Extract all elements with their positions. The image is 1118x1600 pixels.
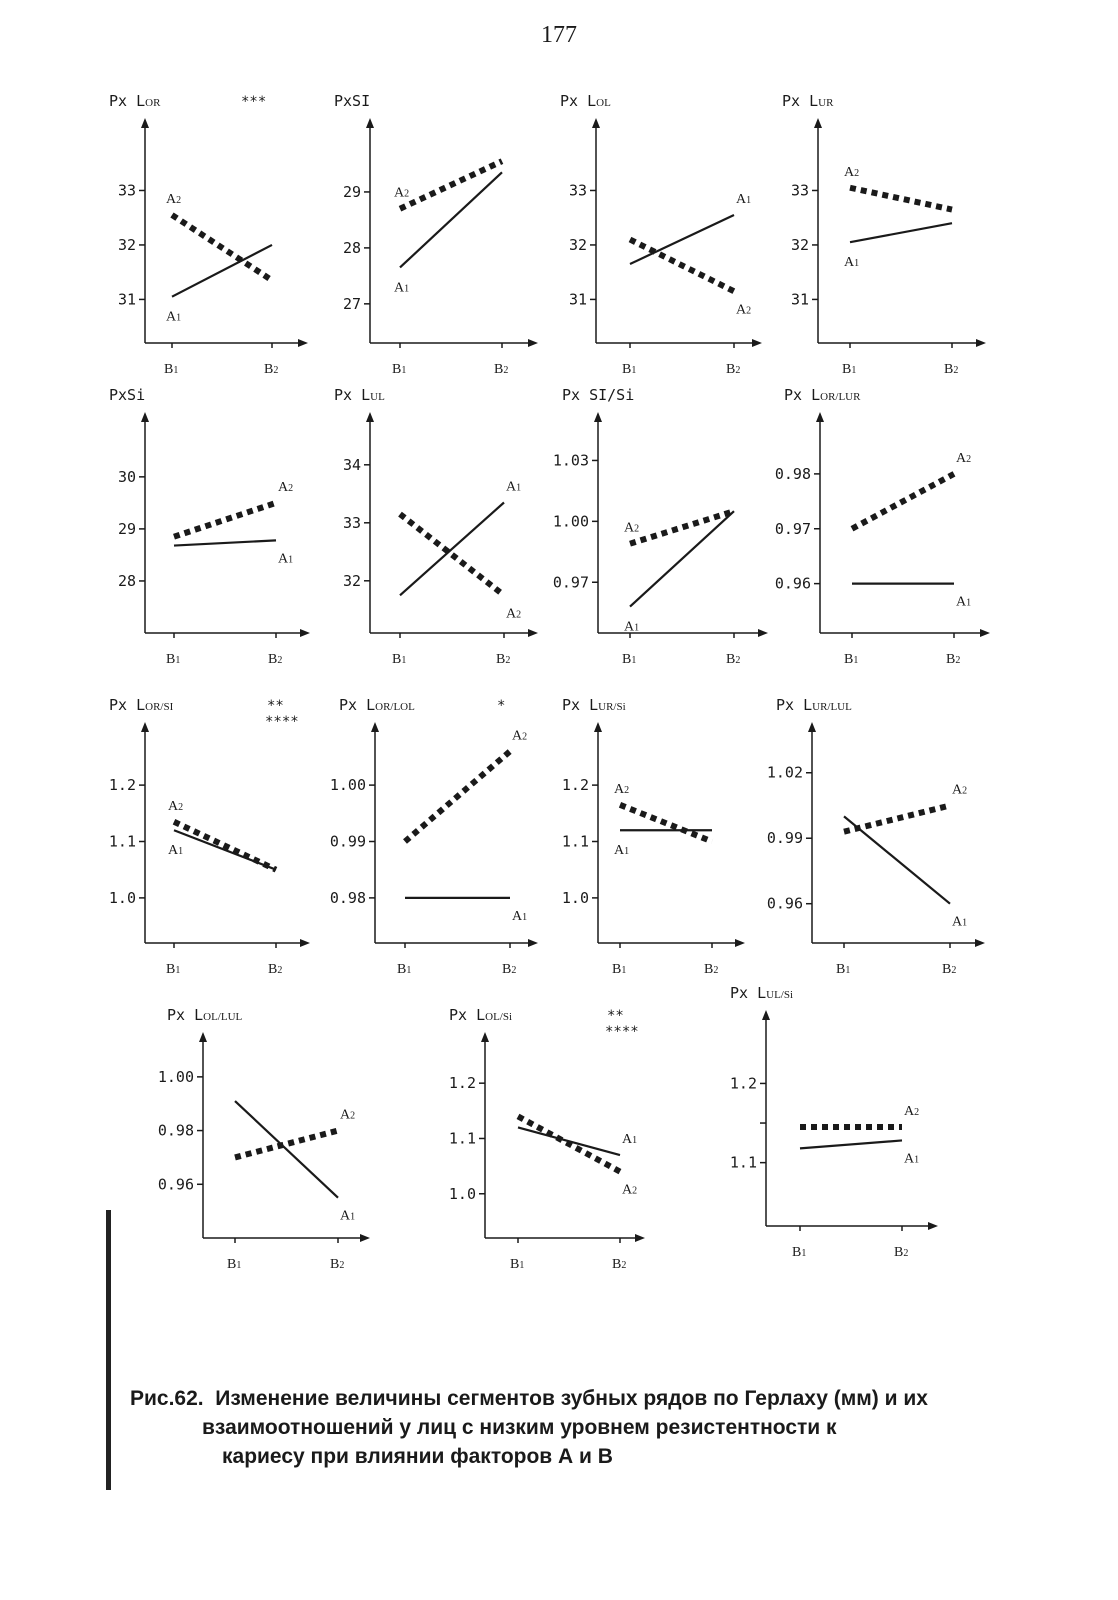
panel-title: Px LUL xyxy=(334,386,385,404)
y-tick-label: 30 xyxy=(117,467,136,486)
y-tick-label: 1.2 xyxy=(108,776,136,795)
x-tick-label: B1 xyxy=(166,962,181,977)
y-tick-label: 28 xyxy=(342,238,361,257)
caption-label: Рис.62. xyxy=(130,1387,204,1410)
x-tick-label: B1 xyxy=(842,362,857,377)
x-tick-label: B1 xyxy=(622,652,637,667)
series-line-A1 xyxy=(174,540,276,545)
y-axis-arrow xyxy=(592,118,600,128)
series-line-A1 xyxy=(850,223,952,242)
series-label-A2: A2 xyxy=(904,1104,920,1119)
y-axis-arrow xyxy=(808,722,816,732)
series-label-A2: A2 xyxy=(622,1182,638,1198)
series-label-A2: A2 xyxy=(952,782,968,798)
series-label-A1: A1 xyxy=(622,1132,638,1148)
series-line-A1 xyxy=(630,215,734,264)
series-label-A2: A2 xyxy=(506,606,522,622)
x-axis-arrow xyxy=(360,1234,370,1242)
series-label-A2: A2 xyxy=(166,191,182,207)
x-tick-label: B2 xyxy=(330,1257,345,1272)
page-number: 177 xyxy=(541,22,577,48)
y-axis-arrow xyxy=(762,1010,770,1020)
caption-line-3: кариесу при влиянии факторов А и В xyxy=(222,1445,613,1468)
y-tick-label: 1.00 xyxy=(157,1067,194,1086)
series-line-A1 xyxy=(235,1101,338,1198)
x-tick-label: B1 xyxy=(392,362,407,377)
series-label-A2: A2 xyxy=(614,781,630,797)
y-tick-label: 34 xyxy=(342,455,361,474)
panel-9 xyxy=(109,696,310,977)
y-tick-label: 31 xyxy=(790,290,809,309)
panel-title: Px LOL/Si xyxy=(449,1006,513,1024)
y-axis-arrow xyxy=(199,1032,207,1042)
y-tick-label: 33 xyxy=(342,513,361,532)
y-axis-arrow xyxy=(814,118,822,128)
panel-title: PxSI xyxy=(334,92,371,110)
series-line-A2 xyxy=(400,514,504,595)
x-tick-label: B2 xyxy=(726,652,741,667)
y-tick-label: 33 xyxy=(790,181,809,200)
y-axis-arrow xyxy=(481,1032,489,1042)
y-tick-label: 0.96 xyxy=(766,894,803,913)
panel-title: Px LUR xyxy=(782,92,834,110)
y-tick-label: 1.02 xyxy=(766,763,803,782)
panel-5 xyxy=(109,386,310,667)
series-label-A1: A1 xyxy=(278,551,294,567)
panel-12 xyxy=(767,696,985,977)
x-axis-arrow xyxy=(298,339,308,347)
x-axis-arrow xyxy=(980,629,990,637)
series-line-A2 xyxy=(620,805,712,842)
series-line-A2 xyxy=(405,751,510,841)
y-tick-label: 33 xyxy=(117,181,136,200)
y-tick-label: 0.98 xyxy=(157,1121,194,1140)
panel-title: Px LOL xyxy=(560,92,611,110)
figure-caption xyxy=(130,1384,1030,1471)
caption-text-1: Изменение величины сегментов зубных рядов по Герлаху (мм) и их xyxy=(215,1387,928,1410)
x-tick-label: B2 xyxy=(496,652,511,667)
y-tick-label: 0.98 xyxy=(329,888,366,907)
series-line-A2 xyxy=(235,1131,338,1158)
significance-stars: *** xyxy=(241,94,267,110)
x-axis-arrow xyxy=(528,939,538,947)
series-line-A1 xyxy=(174,830,276,869)
scan-edge-mark xyxy=(106,1210,111,1490)
panel-3 xyxy=(560,92,762,377)
y-axis-arrow xyxy=(141,412,149,422)
series-label-A1: A1 xyxy=(614,843,630,859)
y-axis-arrow xyxy=(366,412,374,422)
x-tick-label: B2 xyxy=(944,362,959,377)
x-tick-label: B2 xyxy=(268,652,283,667)
x-tick-label: B1 xyxy=(397,962,412,977)
panel-2 xyxy=(334,92,538,377)
y-tick-label: 1.03 xyxy=(552,451,589,470)
y-tick-label: 0.96 xyxy=(157,1175,194,1194)
panel-8 xyxy=(775,386,990,667)
x-axis-arrow xyxy=(300,939,310,947)
y-tick-label: 27 xyxy=(342,294,361,313)
series-label-A2: A2 xyxy=(394,185,410,201)
series-label-A2: A2 xyxy=(512,728,528,744)
x-tick-label: B2 xyxy=(612,1257,627,1272)
series-label-A1: A1 xyxy=(952,914,968,930)
series-line-A2 xyxy=(518,1116,620,1171)
y-axis-arrow xyxy=(366,118,374,128)
x-tick-label: B2 xyxy=(264,362,279,377)
y-axis-arrow xyxy=(141,722,149,732)
panel-13 xyxy=(158,1006,370,1272)
y-tick-label: 33 xyxy=(568,181,587,200)
series-line-A2 xyxy=(400,161,502,209)
x-axis-arrow xyxy=(635,1234,645,1242)
significance-stars: **** xyxy=(265,714,299,730)
y-tick-label: 31 xyxy=(117,290,136,309)
series-line-A2 xyxy=(630,511,734,543)
x-axis-arrow xyxy=(752,339,762,347)
y-tick-label: 29 xyxy=(117,519,136,538)
series-label-A2: A2 xyxy=(340,1107,356,1123)
y-tick-label: 32 xyxy=(117,235,136,254)
y-tick-label: 1.2 xyxy=(561,776,589,795)
series-label-A1: A1 xyxy=(736,191,752,207)
panel-title: PxSi xyxy=(109,386,146,404)
x-tick-label: B1 xyxy=(792,1245,807,1260)
y-tick-label: 0.98 xyxy=(774,464,811,483)
caption-line-2: взаимоотношений у лиц с низким уровнем резистентности к xyxy=(202,1416,837,1439)
panel-7 xyxy=(553,386,768,667)
x-tick-label: B2 xyxy=(946,652,961,667)
series-label-A2: A2 xyxy=(736,302,752,318)
panel-15 xyxy=(730,984,938,1260)
panel-11 xyxy=(562,696,745,977)
panel-1 xyxy=(109,92,308,377)
x-tick-label: B1 xyxy=(612,962,627,977)
x-tick-label: B2 xyxy=(942,962,957,977)
y-tick-label: 0.97 xyxy=(552,573,589,592)
y-tick-label: 1.2 xyxy=(448,1074,476,1093)
y-tick-label: 1.1 xyxy=(561,832,589,851)
x-tick-label: B2 xyxy=(726,362,741,377)
caption-line-1 xyxy=(130,1384,1030,1413)
x-tick-label: B2 xyxy=(268,962,283,977)
y-tick-label: 1.00 xyxy=(552,512,589,531)
y-tick-label: 32 xyxy=(568,235,587,254)
series-line-A2 xyxy=(850,188,952,210)
x-tick-label: B1 xyxy=(844,652,859,667)
y-tick-label: 0.99 xyxy=(766,829,803,848)
x-tick-label: B2 xyxy=(894,1245,909,1260)
y-tick-label: 1.1 xyxy=(108,832,136,851)
panel-14 xyxy=(449,1006,645,1272)
panel-title: Px LOR/SI xyxy=(109,696,174,714)
y-axis-arrow xyxy=(141,118,149,128)
panel-title: Px LOR/LOL xyxy=(339,696,415,714)
series-line-A2 xyxy=(630,240,734,292)
y-tick-label: 0.97 xyxy=(774,519,811,538)
y-axis-arrow xyxy=(594,412,602,422)
y-tick-label: 32 xyxy=(790,235,809,254)
panel-title: Px LUR/Si xyxy=(562,696,626,714)
x-axis-arrow xyxy=(528,339,538,347)
y-tick-label: 1.1 xyxy=(729,1153,757,1172)
y-tick-label: 1.0 xyxy=(108,888,136,907)
panel-title: Px LOR xyxy=(109,92,161,110)
x-axis-arrow xyxy=(928,1222,938,1230)
panel-title: Px SI/Si xyxy=(562,386,635,404)
y-tick-label: 0.96 xyxy=(774,574,811,593)
series-label-A2: A2 xyxy=(624,520,640,536)
x-axis-arrow xyxy=(735,939,745,947)
x-axis-arrow xyxy=(300,629,310,637)
y-tick-label: 31 xyxy=(568,290,587,309)
y-tick-label: 1.1 xyxy=(448,1129,476,1148)
y-axis-arrow xyxy=(594,722,602,732)
series-label-A1: A1 xyxy=(506,479,522,495)
series-label-A1: A1 xyxy=(394,280,410,296)
y-tick-label: 1.0 xyxy=(448,1184,476,1203)
x-tick-label: B2 xyxy=(502,962,517,977)
series-label-A1: A1 xyxy=(340,1208,356,1224)
panel-10 xyxy=(330,696,538,977)
y-tick-label: 0.99 xyxy=(329,832,366,851)
x-tick-label: B2 xyxy=(494,362,509,377)
x-tick-label: B1 xyxy=(836,962,851,977)
panel-title: Px LOR/LUR xyxy=(784,386,861,404)
x-tick-label: B1 xyxy=(510,1257,525,1272)
series-label-A2: A2 xyxy=(278,479,294,495)
series-line-A2 xyxy=(174,503,276,537)
series-label-A1: A1 xyxy=(512,908,528,924)
series-label-A1: A1 xyxy=(904,1151,920,1167)
y-tick-label: 1.00 xyxy=(329,776,366,795)
x-axis-arrow xyxy=(758,629,768,637)
x-axis-arrow xyxy=(528,629,538,637)
panel-title: Px LUL/Si xyxy=(730,984,794,1002)
series-label-A1: A1 xyxy=(844,255,860,271)
panel-6 xyxy=(334,386,538,667)
series-label-A2: A2 xyxy=(956,450,972,466)
series-label-A1: A1 xyxy=(166,309,182,325)
series-line-A2 xyxy=(174,822,276,870)
x-axis-arrow xyxy=(975,939,985,947)
x-tick-label: B1 xyxy=(392,652,407,667)
series-line-A1 xyxy=(800,1140,902,1148)
series-label-A1: A1 xyxy=(168,843,184,859)
x-axis-arrow xyxy=(976,339,986,347)
significance-stars: ** xyxy=(267,698,284,714)
x-tick-label: B1 xyxy=(164,362,179,377)
panel-4 xyxy=(782,92,986,377)
series-label-A2: A2 xyxy=(168,798,184,814)
y-tick-label: 32 xyxy=(342,571,361,590)
x-tick-label: B1 xyxy=(227,1257,242,1272)
y-axis-arrow xyxy=(816,412,824,422)
significance-stars: **** xyxy=(605,1024,639,1040)
x-tick-label: B1 xyxy=(166,652,181,667)
series-line-A2 xyxy=(844,805,950,831)
series-line-A2 xyxy=(852,474,954,529)
y-axis-arrow xyxy=(371,722,379,732)
y-tick-label: 29 xyxy=(342,182,361,201)
significance-stars: * xyxy=(497,698,506,714)
series-label-A2: A2 xyxy=(844,164,860,180)
series-label-A1: A1 xyxy=(956,594,972,610)
y-tick-label: 1.0 xyxy=(561,888,589,907)
x-tick-label: B1 xyxy=(622,362,637,377)
significance-stars: ** xyxy=(607,1008,624,1024)
series-label-A1: A1 xyxy=(624,619,640,635)
x-tick-label: B2 xyxy=(704,962,719,977)
y-tick-label: 28 xyxy=(117,571,136,590)
y-tick-label: 1.2 xyxy=(729,1074,757,1093)
panel-title: Px LOL/LUL xyxy=(167,1006,243,1024)
panel-title: Px LUR/LUL xyxy=(776,696,852,714)
